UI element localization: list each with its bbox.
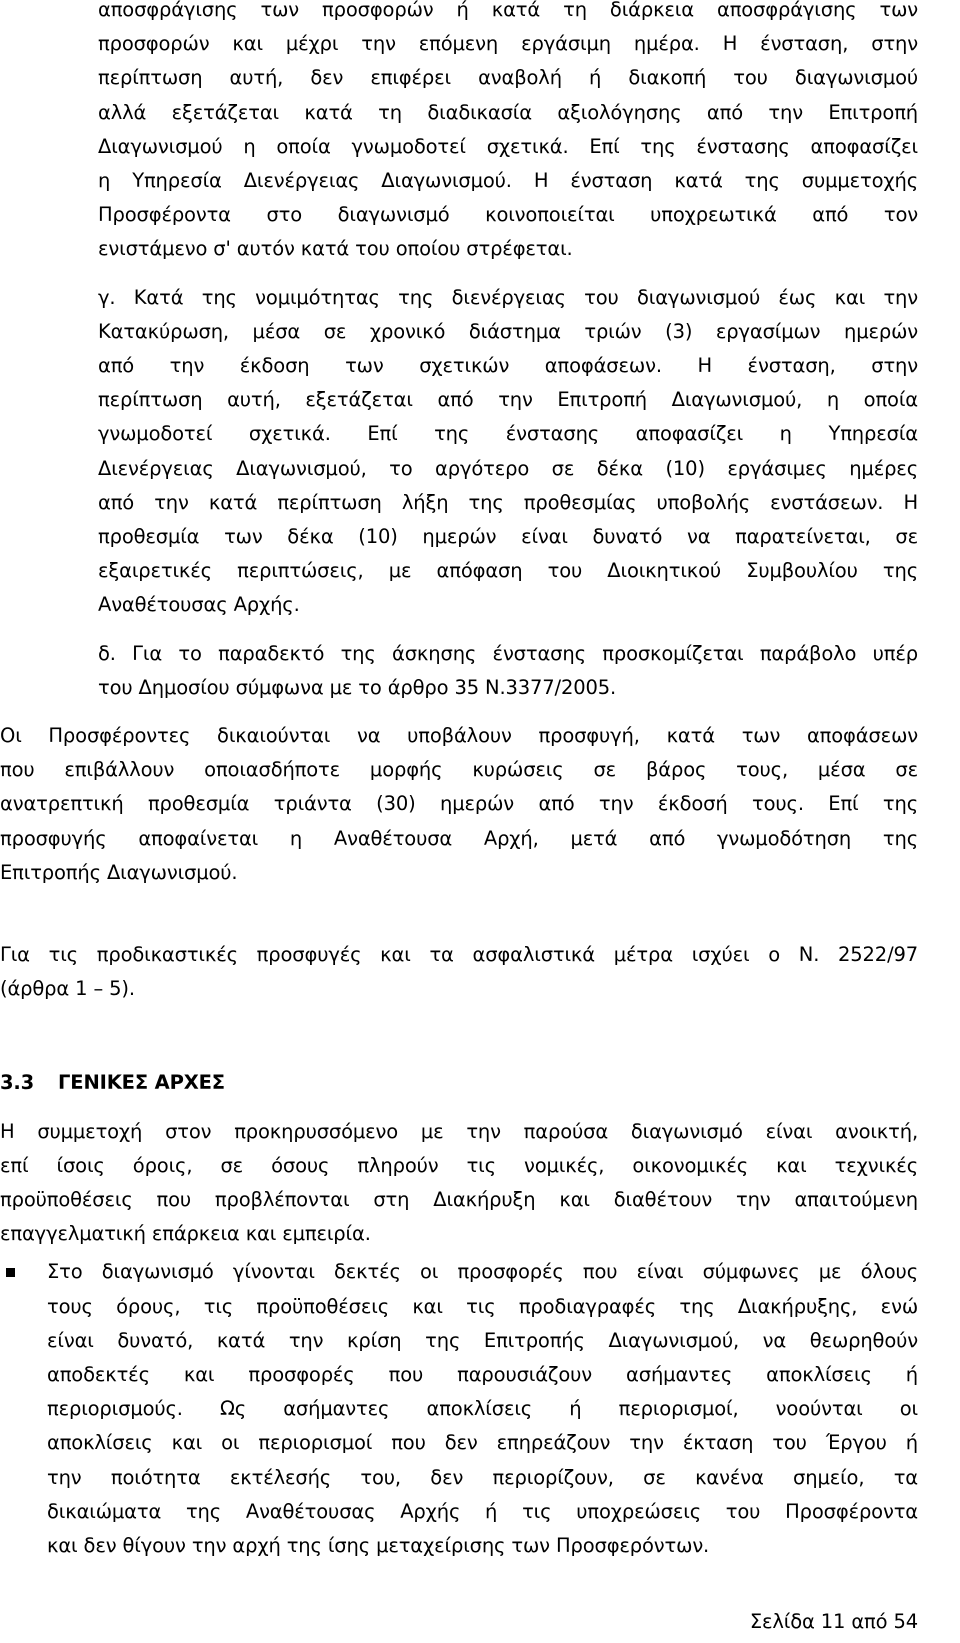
- section-number: 3.3: [0, 1071, 35, 1095]
- text-line: ενιστάμενο σ' αυτόν κατά του οποίου στρέφεται.: [98, 237, 573, 261]
- square-bullet-icon: [6, 1268, 15, 1277]
- text-line: Επιτροπής Διαγωνισμού.: [0, 860, 238, 884]
- page-number: Σελίδα 11 από 54: [749, 1610, 918, 1633]
- text-line: εξαιρετικές περιπτώσεις, με απόφαση του Διοικητικού Συμβουλίου της: [98, 559, 918, 583]
- text-line: που επιβάλλουν οποιασδήποτε μορφής κυρώσεις σε βάρος τους, μέσα σε: [0, 758, 918, 782]
- text-line: Στο διαγωνισμό γίνονται δεκτές οι προσφορές που είναι σύμφωνες με όλους: [47, 1260, 918, 1284]
- text-line: γ. Κατά της νομιμότητας της διενέργειας του διαγωνισμού έως και την: [98, 285, 918, 309]
- text-line: ανατρεπτική προθεσμία τριάντα (30) ημερών από την έκδοσή τους. Επί της: [0, 792, 918, 816]
- text-line: είναι δυνατό, κατά την κρίση της Επιτροπής Διαγωνισμού, να θεωρηθούν: [47, 1328, 918, 1352]
- text-line: την ποιότητα εκτέλεσής του, δεν περιορίζουν, σε κανένα σημείο, τα: [47, 1465, 918, 1489]
- text-line: περίπτωση αυτή, δεν επιφέρει αναβολή ή διακοπή του διαγωνισμού: [98, 66, 918, 90]
- text-line: δ. Για το παραδεκτό της άσκησης ένστασης προσκομίζεται παράβολο υπέρ: [98, 641, 918, 665]
- text-line: περίπτωση αυτή, εξετάζεται από την Επιτροπή Διαγωνισμού, η οποία: [98, 388, 918, 412]
- text-line: Οι Προσφέροντες δικαιούνται να υποβάλουν προσφυγή, κατά των αποφάσεων: [0, 724, 918, 747]
- text-line: γνωμοδοτεί σχετικά. Επί της ένστασης αποφασίζει η Υπηρεσία: [98, 422, 918, 446]
- text-line: δικαιώματα της Αναθέτουσας Αρχής ή τις υποχρεώσεις του Προσφέροντα: [47, 1499, 918, 1523]
- text-line: Διαγωνισμού η οποία γνωμοδοτεί σχετικά. Επί της ένστασης αποφασίζει: [98, 134, 918, 158]
- text-line: (άρθρα 1 – 5).: [0, 977, 135, 1001]
- text-line: Για τις προδικαστικές προσφυγές και τα ασφαλιστικά μέτρα ισχύει ο Ν. 2522/97: [0, 943, 918, 966]
- text-line: Προσφέροντα στο διαγωνισμό κοινοποιείται υποχρεωτικά από τον: [98, 203, 918, 227]
- text-line: προσφορών και μέχρι την επόμενη εργάσιμη ημέρα. Η ένσταση, στην: [98, 32, 918, 56]
- text-line: περιορισμούς. Ως ασήμαντες αποκλίσεις ή περιορισμοί, νοούνται οι: [47, 1397, 918, 1421]
- text-line: από την έκδοση των σχετικών αποφάσεων. Η ένσταση, στην: [98, 354, 918, 377]
- text-line: αποκλίσεις και οι περιορισμοί που δεν επηρεάζουν την έκταση του Έργου ή: [47, 1431, 918, 1455]
- text-line: τους όρους, τις προϋποθέσεις και τις προδιαγραφές της Διακήρυξης, ενώ: [47, 1294, 918, 1318]
- text-line: προθεσμία των δέκα (10) ημερών είναι δυνατό να παρατείνεται, σε: [98, 525, 918, 548]
- text-line: αλλά εξετάζεται κατά τη διαδικασία αξιολόγησης από την Επιτροπή: [98, 100, 918, 124]
- text-line: αποσφράγισης των προσφορών ή κατά τη διάρκεια αποσφράγισης των: [98, 0, 918, 21]
- text-line: Διενέργειας Διαγωνισμού, το αργότερο σε δέκα (10) εργάσιμες ημέρες: [98, 456, 918, 480]
- text-line: επαγγελματική επάρκεια και εμπειρία.: [0, 1222, 371, 1246]
- text-line: προϋποθέσεις που προβλέπονται στη Διακήρυξη και διαθέτουν την απαιτούμενη: [0, 1188, 918, 1211]
- text-line: Κατακύρωση, μέσα σε χρονικό διάστημα τριών (3) εργασίμων ημερών: [98, 319, 918, 343]
- text-line: Η συμμετοχή στον προκηρυσσόμενο με την παρούσα διαγωνισμό είναι ανοικτή,: [0, 1119, 918, 1143]
- text-line: και δεν θίγουν την αρχή της ίσης μεταχείρισης των Προσφερόντων.: [47, 1534, 710, 1557]
- text-line: Αναθέτουσας Αρχής.: [98, 593, 300, 617]
- text-line: επί ίσοις όροις, σε όσους πληρούν τις νομικές, οικονομικές και τεχνικές: [0, 1153, 918, 1177]
- section-title: ΓΕΝΙΚΕΣ ΑΡΧΕΣ: [58, 1071, 225, 1095]
- text-line: αποδεκτές και προσφορές που παρουσιάζουν ασήμαντες αποκλίσεις ή: [47, 1363, 918, 1386]
- text-line: του Δημοσίου σύμφωνα με το άρθρο 35 Ν.3377/2005.: [98, 675, 617, 699]
- text-line: από την κατά περίπτωση λήξη της προθεσμίας υποβολής ενστάσεων. Η: [98, 490, 918, 514]
- text-line: προσφυγής αποφαίνεται η Αναθέτουσα Αρχή, μετά από γνωμοδότηση της: [0, 826, 918, 850]
- text-line: η Υπηρεσία Διενέργειας Διαγωνισμού. Η ένσταση κατά της συμμετοχής: [98, 169, 918, 192]
